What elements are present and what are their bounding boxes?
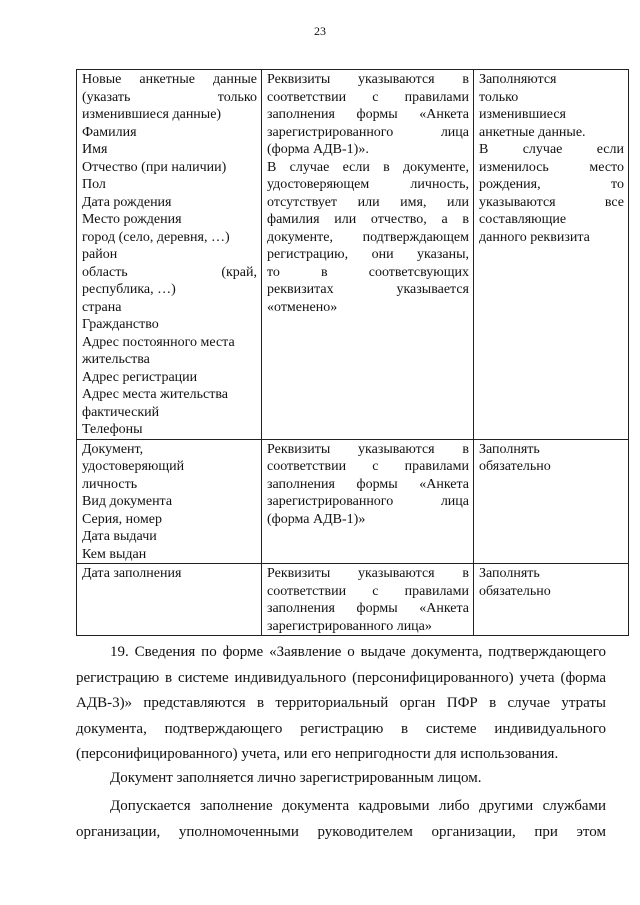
- table-cell: [77, 70, 262, 440]
- cell-line: Дата заполнения: [82, 566, 182, 581]
- cell-line: Адрес постоянного места: [82, 334, 235, 350]
- cell-line: составляющие: [479, 212, 567, 227]
- cell-line: область (край,: [82, 264, 257, 280]
- cell-line: Заполнять: [479, 441, 540, 457]
- paragraph-line: Допускается заполнение документа кадровыми либо другими службами: [110, 798, 606, 814]
- table-cell: [262, 70, 474, 440]
- cell-line: указываются все: [479, 194, 624, 210]
- cell-line: изменившиеся данные): [82, 107, 222, 122]
- requisites-table: [76, 69, 629, 636]
- cell-line: Пол: [82, 177, 106, 192]
- cell-line: Заполняются: [479, 72, 557, 87]
- cell-line: фактический: [82, 404, 160, 420]
- paragraph-19: [76, 640, 606, 768]
- cell-line: анкетные данные.: [479, 124, 586, 140]
- cell-line: город (село, деревня, …): [82, 229, 230, 245]
- paragraph-hr-fill: [76, 794, 606, 845]
- cell-line: Реквизиты указываются в: [267, 566, 469, 581]
- cell-line: обязательно: [479, 583, 551, 599]
- paragraph-line: организации, уполномоченными руководителем организации, при этом: [76, 823, 606, 840]
- cell-line: отсутствует или имя, или: [267, 194, 469, 210]
- cell-line: В случае если в документе,: [267, 159, 469, 175]
- cell-line: соответствии с правилами: [267, 583, 469, 599]
- paragraph-line: Документ заполняется лично зарегистрированным лицом.: [110, 770, 482, 786]
- table-cell: [77, 564, 262, 636]
- page-number: 23: [314, 24, 326, 38]
- table-cell: [77, 439, 262, 564]
- cell-line: Фамилия: [82, 124, 137, 140]
- cell-line: документе, подтверждающем: [267, 229, 469, 245]
- table-cell: [262, 564, 474, 636]
- cell-line: жительства: [82, 352, 150, 367]
- cell-line: регистрацию, они указаны,: [267, 247, 469, 262]
- paragraph-line: (персонифицированного) учета, или его непригодности для использования.: [76, 746, 559, 762]
- cell-line: страна: [82, 299, 122, 315]
- cell-line: то в соответсвующих: [267, 264, 469, 280]
- cell-line: изменившиеся: [479, 107, 566, 122]
- table-row: [77, 564, 629, 636]
- paragraph-line: АДВ-3)» представляются в территориальный орган ПФР в случае утраты: [76, 695, 606, 711]
- cell-line: Кем выдан: [82, 546, 147, 562]
- cell-line: Дата выдачи: [82, 529, 157, 544]
- table-cell: [262, 439, 474, 564]
- cell-line: район: [82, 247, 118, 262]
- cell-line: Гражданство: [82, 317, 159, 332]
- paragraph-line: 19. Сведения по форме «Заявление о выдаче документа, подтверждающего: [110, 644, 606, 660]
- paragraph-personal-fill: [76, 766, 606, 792]
- cell-line: Телефоны: [82, 422, 143, 437]
- cell-line: Документ,: [82, 441, 144, 457]
- cell-line: В случае если: [479, 142, 624, 157]
- table-cell: [474, 70, 629, 440]
- cell-line: Вид документа: [82, 494, 173, 509]
- cell-line: только: [479, 89, 519, 105]
- cell-line: соответствии с правилами: [267, 89, 469, 105]
- cell-line: Отчество (при наличии): [82, 159, 227, 175]
- cell-line: заполнения формы «Анкета: [267, 476, 469, 492]
- cell-line: зарегистрированного лица»: [267, 618, 432, 634]
- cell-line: Адрес регистрации: [82, 369, 198, 385]
- cell-line: Серия, номер: [82, 511, 162, 527]
- cell-line: Реквизиты указываются в: [267, 72, 469, 87]
- table-cell: [474, 439, 629, 564]
- table-row: [77, 70, 629, 440]
- cell-line: (форма АДВ-1)»: [267, 511, 366, 527]
- cell-line: рождения, то: [479, 177, 624, 192]
- cell-line: данного реквизита: [479, 229, 590, 245]
- cell-line: обязательно: [479, 459, 551, 474]
- cell-line: Новые анкетные данные: [82, 72, 257, 87]
- cell-line: республика, …): [82, 282, 176, 297]
- cell-line: (указать только: [82, 89, 257, 105]
- cell-line: «отменено»: [267, 299, 338, 315]
- cell-line: удостоверяющем личность,: [267, 177, 469, 192]
- table-row: [77, 439, 629, 564]
- cell-line: реквизитах указывается: [267, 282, 469, 297]
- paragraph-line: документа, подтверждающего регистрацию в системе индивидуального: [76, 720, 606, 737]
- cell-line: зарегистрированного лица: [267, 494, 469, 509]
- cell-line: соответствии с правилами: [267, 459, 469, 474]
- cell-line: зарегистрированного лица: [267, 124, 469, 140]
- cell-line: удостоверяющий: [82, 459, 185, 474]
- cell-line: изменилось место: [479, 159, 624, 175]
- cell-line: Имя: [82, 142, 108, 157]
- cell-line: заполнения формы «Анкета: [267, 601, 469, 616]
- cell-line: (форма АДВ-1)».: [267, 142, 369, 157]
- cell-line: Реквизиты указываются в: [267, 441, 469, 457]
- cell-line: заполнения формы «Анкета: [267, 107, 469, 122]
- cell-line: личность: [82, 476, 138, 492]
- cell-line: Заполнять: [479, 566, 540, 581]
- cell-line: фамилия или отчество, а в: [267, 212, 469, 227]
- cell-line: Дата рождения: [82, 194, 172, 210]
- cell-line: Место рождения: [82, 212, 182, 227]
- table-cell: [474, 564, 629, 636]
- cell-line: Адрес места жительства: [82, 387, 228, 402]
- paragraph-line: регистрацию в системе индивидуального (персонифицированного) учета (форма: [76, 669, 606, 686]
